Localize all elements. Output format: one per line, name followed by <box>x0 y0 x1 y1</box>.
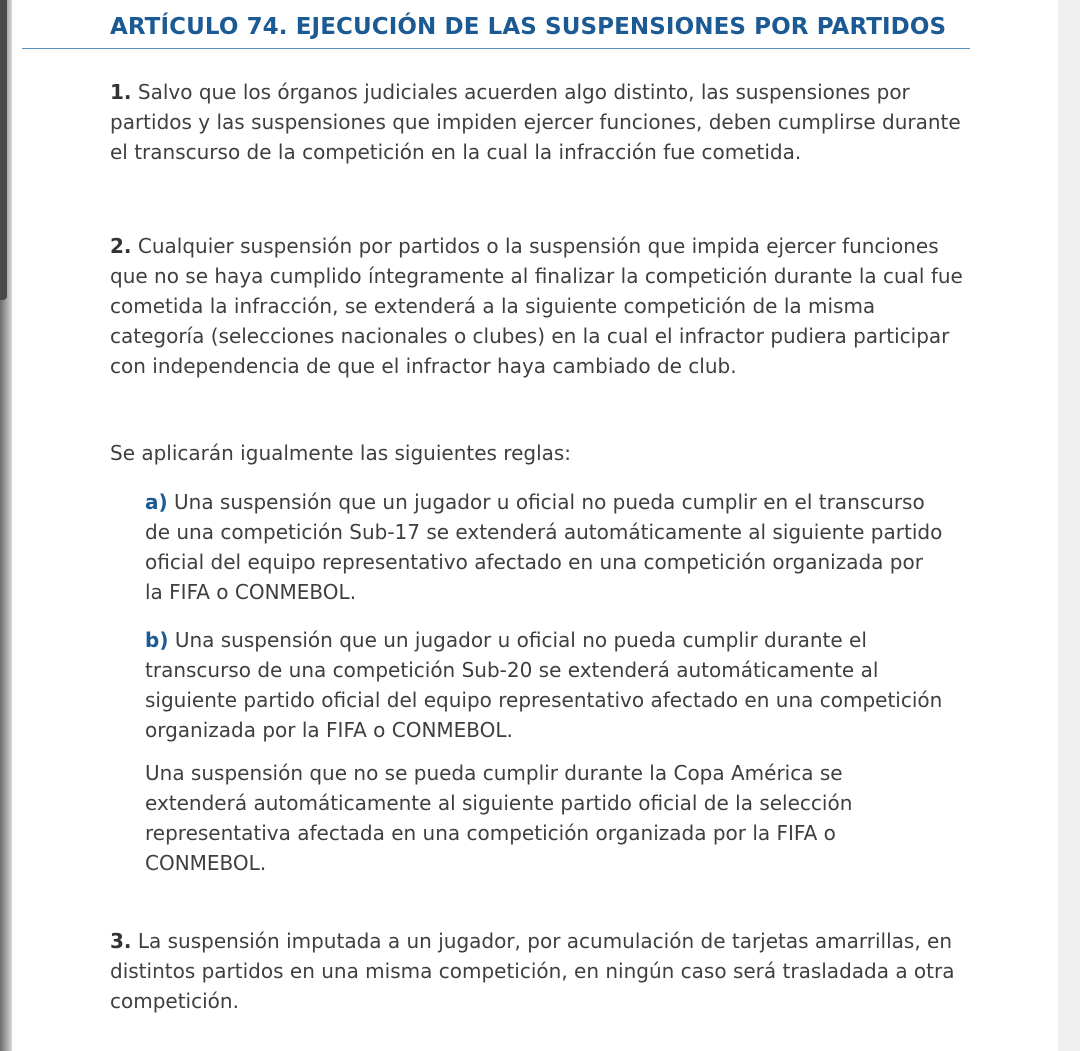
rules-intro: Se aplicarán igualmente las siguientes reglas: <box>110 441 572 465</box>
paragraph-text: Salvo que los órganos judiciales acuerden algo distinto, las suspensiones por partidos y las suspensiones que impiden ejercer funciones, deben cumplirse durante el transcurso de la competición en la cual la infracción fue cometida. <box>110 80 961 164</box>
paragraph-number: 2. <box>110 234 132 258</box>
paragraph-number: 3. <box>110 929 132 953</box>
rule-letter: b) <box>145 628 169 652</box>
document-page <box>110 0 970 42</box>
paragraph-2 <box>110 231 970 381</box>
paragraph-text: La suspensión imputada a un jugador, por acumulación de tarjetas amarrillas, en distintos partidos en una misma competición, en ningún caso será trasladada a otra competición. <box>110 929 955 1013</box>
paragraph-1 <box>110 77 980 167</box>
title-divider <box>22 48 970 49</box>
rule-text: Una suspensión que un jugador u oficial no pueda cumplir durante el transcurso de una competición Sub-20 se extenderá automáticamente al siguiente partido oficial del equipo representativo afectado en una competición organizada por la FIFA o CONMEBOL. <box>145 628 943 742</box>
rule-b <box>145 625 945 745</box>
paragraph-3 <box>110 926 970 1016</box>
paragraph-number: 1. <box>110 80 132 104</box>
paragraph-text: Cualquier suspensión por partidos o la suspensión que impida ejercer funciones que no se haya cumplido íntegramente al finalizar la competición durante la cual fue cometida la infracción, se extenderá a la siguiente competición de la misma categoría (selecciones nacionales o clubes) en la cual el infractor pudiera participar con independencia de que el infractor haya cambiado de club. <box>110 234 963 378</box>
article-title: ARTÍCULO 74. EJECUCIÓN DE LAS SUSPENSIONES POR PARTIDOS <box>110 14 947 40</box>
right-gutter <box>1058 0 1080 1051</box>
rule-text: Una suspensión que un jugador u oficial no pueda cumplir en el transcurso de una competición Sub-17 se extenderá automáticamente al siguiente partido oficial del equipo representativo afectado en una competición organizada por la FIFA o CONMEBOL. <box>145 490 943 604</box>
copa-america-rule: Una suspensión que no se pueda cumplir durante la Copa América se extenderá automáticamente al siguiente partido oficial de la selección representativa afectada en una competición organizada por la FIFA o CONMEBOL. <box>145 761 853 875</box>
scroll-indicator <box>0 0 7 300</box>
rule-letter: a) <box>145 490 168 514</box>
rule-a <box>145 487 945 607</box>
